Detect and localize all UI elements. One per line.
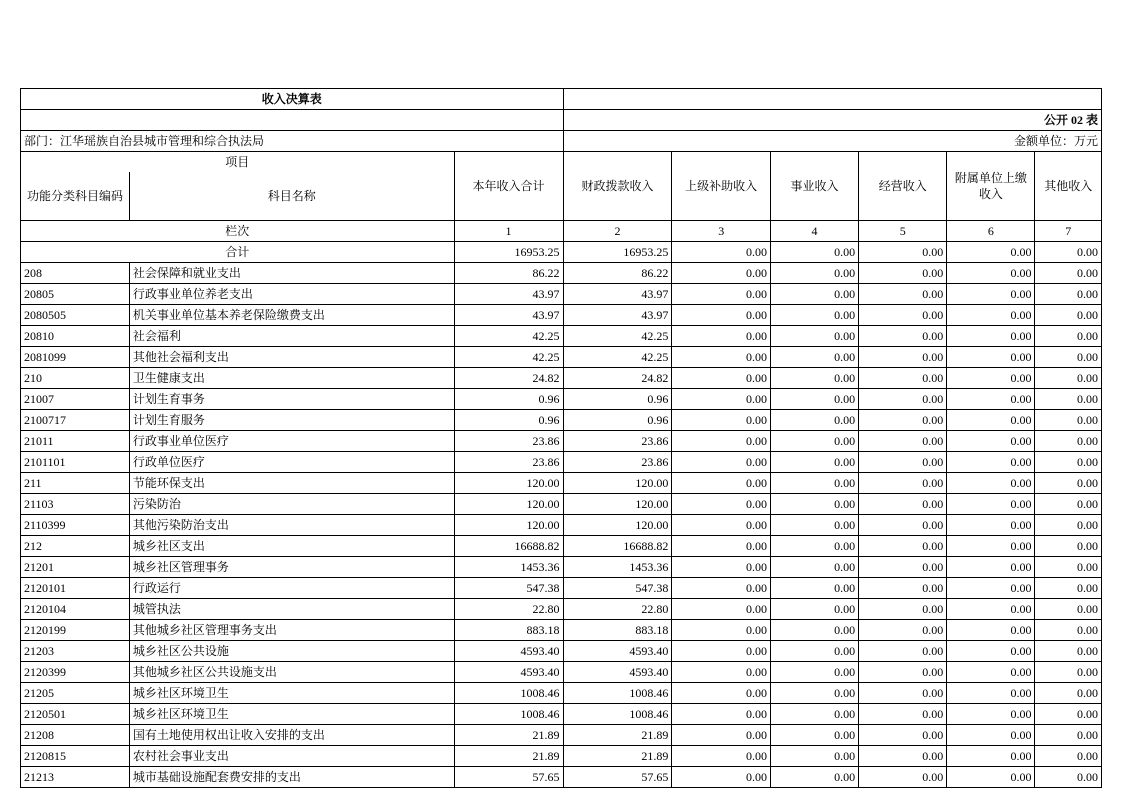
- row-value-6: 0.00: [947, 641, 1035, 662]
- row-value-6: 0.00: [947, 767, 1035, 788]
- row-value-7: 0.00: [1035, 683, 1102, 704]
- row-value-6: 0.00: [947, 599, 1035, 620]
- row-value-3: 0.00: [672, 368, 771, 389]
- row-value-1: 4593.40: [454, 641, 563, 662]
- row-name: 城乡社区环境卫生: [129, 683, 454, 704]
- row-code: 21103: [21, 494, 130, 515]
- row-value-3: 0.00: [672, 599, 771, 620]
- table-row: [21, 725, 1102, 746]
- total-value-5: 0.00: [859, 242, 947, 263]
- row-value-6: 0.00: [947, 263, 1035, 284]
- total-value-4: 0.00: [770, 242, 858, 263]
- row-value-4: 0.00: [770, 284, 858, 305]
- row-name: 机关事业单位基本养老保险缴费支出: [129, 305, 454, 326]
- row-name: 节能环保支出: [129, 473, 454, 494]
- public-form-no: 公开 02 表: [563, 110, 1101, 131]
- row-value-1: 42.25: [454, 347, 563, 368]
- table-row: [21, 494, 1102, 515]
- row-value-2: 4593.40: [563, 641, 672, 662]
- row-value-7: 0.00: [1035, 431, 1102, 452]
- row-name: 城管执法: [129, 599, 454, 620]
- row-value-3: 0.00: [672, 578, 771, 599]
- row-code: 21203: [21, 641, 130, 662]
- row-value-6: 0.00: [947, 326, 1035, 347]
- table-row: [21, 620, 1102, 641]
- row-value-3: 0.00: [672, 389, 771, 410]
- row-value-6: 0.00: [947, 347, 1035, 368]
- row-value-1: 43.97: [454, 284, 563, 305]
- row-name: 社会保障和就业支出: [129, 263, 454, 284]
- row-value-6: 0.00: [947, 578, 1035, 599]
- row-value-4: 0.00: [770, 620, 858, 641]
- row-value-7: 0.00: [1035, 263, 1102, 284]
- row-value-7: 0.00: [1035, 452, 1102, 473]
- row-value-4: 0.00: [770, 641, 858, 662]
- row-value-2: 21.89: [563, 725, 672, 746]
- row-value-4: 0.00: [770, 494, 858, 515]
- row-value-3: 0.00: [672, 494, 771, 515]
- row-name: 计划生育服务: [129, 410, 454, 431]
- public-form-spacer: [21, 110, 564, 131]
- row-value-2: 42.25: [563, 347, 672, 368]
- row-name: 城乡社区管理事务: [129, 557, 454, 578]
- row-value-4: 0.00: [770, 704, 858, 725]
- row-value-5: 0.00: [859, 767, 947, 788]
- row-code: 21208: [21, 725, 130, 746]
- row-value-7: 0.00: [1035, 620, 1102, 641]
- department-label: 部门：江华瑶族自治县城市管理和综合执法局: [21, 131, 564, 152]
- row-name: 农村社会事业支出: [129, 746, 454, 767]
- row-value-2: 883.18: [563, 620, 672, 641]
- row-value-5: 0.00: [859, 662, 947, 683]
- header-col-1: 本年收入合计: [454, 152, 563, 221]
- row-value-7: 0.00: [1035, 368, 1102, 389]
- row-value-7: 0.00: [1035, 473, 1102, 494]
- header-col-5: 经营收入: [859, 152, 947, 221]
- row-value-6: 0.00: [947, 620, 1035, 641]
- row-value-3: 0.00: [672, 683, 771, 704]
- row-value-4: 0.00: [770, 725, 858, 746]
- table-row: [21, 263, 1102, 284]
- row-value-1: 120.00: [454, 494, 563, 515]
- row-value-1: 883.18: [454, 620, 563, 641]
- row-value-5: 0.00: [859, 263, 947, 284]
- row-value-7: 0.00: [1035, 557, 1102, 578]
- row-name: 社会福利: [129, 326, 454, 347]
- total-value-2: 16953.25: [563, 242, 672, 263]
- row-value-1: 0.96: [454, 410, 563, 431]
- total-value-1: 16953.25: [454, 242, 563, 263]
- table-row: [21, 599, 1102, 620]
- row-value-6: 0.00: [947, 473, 1035, 494]
- column-index-5: 5: [859, 221, 947, 242]
- table-row: [21, 662, 1102, 683]
- row-name: 行政事业单位医疗: [129, 431, 454, 452]
- column-index-6: 6: [947, 221, 1035, 242]
- row-value-7: 0.00: [1035, 347, 1102, 368]
- row-value-1: 16688.82: [454, 536, 563, 557]
- row-code: 2100717: [21, 410, 130, 431]
- table-row: [21, 557, 1102, 578]
- row-value-4: 0.00: [770, 536, 858, 557]
- table-row: [21, 473, 1102, 494]
- row-value-5: 0.00: [859, 599, 947, 620]
- row-value-3: 0.00: [672, 662, 771, 683]
- row-value-1: 120.00: [454, 473, 563, 494]
- row-value-5: 0.00: [859, 578, 947, 599]
- row-value-4: 0.00: [770, 683, 858, 704]
- row-value-4: 0.00: [770, 347, 858, 368]
- table-row: [21, 347, 1102, 368]
- table-row: [21, 431, 1102, 452]
- row-value-7: 0.00: [1035, 326, 1102, 347]
- row-value-3: 0.00: [672, 767, 771, 788]
- row-value-6: 0.00: [947, 704, 1035, 725]
- row-value-4: 0.00: [770, 473, 858, 494]
- row-value-3: 0.00: [672, 473, 771, 494]
- row-value-2: 86.22: [563, 263, 672, 284]
- header-col-6: 附属单位上缴收入: [947, 152, 1035, 221]
- table-row: [21, 368, 1102, 389]
- row-value-1: 43.97: [454, 305, 563, 326]
- row-value-6: 0.00: [947, 662, 1035, 683]
- row-value-6: 0.00: [947, 305, 1035, 326]
- title-spacer: [563, 89, 1101, 110]
- row-value-2: 23.86: [563, 452, 672, 473]
- row-value-3: 0.00: [672, 452, 771, 473]
- page-title: 收入决算表: [21, 89, 564, 110]
- amount-unit-label: 金额单位：万元: [563, 131, 1101, 152]
- row-value-1: 21.89: [454, 725, 563, 746]
- row-value-6: 0.00: [947, 494, 1035, 515]
- row-name: 其他城乡社区管理事务支出: [129, 620, 454, 641]
- row-value-5: 0.00: [859, 704, 947, 725]
- row-value-3: 0.00: [672, 536, 771, 557]
- row-value-2: 22.80: [563, 599, 672, 620]
- row-code: 21011: [21, 431, 130, 452]
- row-value-7: 0.00: [1035, 389, 1102, 410]
- row-value-1: 0.96: [454, 389, 563, 410]
- row-value-7: 0.00: [1035, 599, 1102, 620]
- row-value-3: 0.00: [672, 326, 771, 347]
- row-code: 211: [21, 473, 130, 494]
- row-value-2: 1453.36: [563, 557, 672, 578]
- row-value-3: 0.00: [672, 284, 771, 305]
- row-value-6: 0.00: [947, 284, 1035, 305]
- header-col-2: 财政拨款收入: [563, 152, 672, 221]
- row-value-2: 16688.82: [563, 536, 672, 557]
- row-code: 21007: [21, 389, 130, 410]
- row-code: 2120501: [21, 704, 130, 725]
- row-value-7: 0.00: [1035, 746, 1102, 767]
- row-name: 国有土地使用权出让收入安排的支出: [129, 725, 454, 746]
- row-value-6: 0.00: [947, 452, 1035, 473]
- row-code: 212: [21, 536, 130, 557]
- row-value-1: 1008.46: [454, 704, 563, 725]
- column-index-3: 3: [672, 221, 771, 242]
- row-name: 其他社会福利支出: [129, 347, 454, 368]
- row-value-3: 0.00: [672, 641, 771, 662]
- header-group-row: [21, 152, 1102, 173]
- row-value-4: 0.00: [770, 452, 858, 473]
- row-value-1: 547.38: [454, 578, 563, 599]
- row-value-4: 0.00: [770, 326, 858, 347]
- row-code: 2080505: [21, 305, 130, 326]
- row-value-3: 0.00: [672, 746, 771, 767]
- row-value-6: 0.00: [947, 683, 1035, 704]
- row-code: 2101101: [21, 452, 130, 473]
- table-row: [21, 410, 1102, 431]
- row-code: 2110399: [21, 515, 130, 536]
- row-name: 污染防治: [129, 494, 454, 515]
- row-value-2: 120.00: [563, 494, 672, 515]
- table-row: [21, 515, 1102, 536]
- row-value-7: 0.00: [1035, 578, 1102, 599]
- row-value-4: 0.00: [770, 263, 858, 284]
- row-value-3: 0.00: [672, 263, 771, 284]
- row-value-1: 4593.40: [454, 662, 563, 683]
- row-value-5: 0.00: [859, 620, 947, 641]
- table-row: [21, 284, 1102, 305]
- row-value-6: 0.00: [947, 557, 1035, 578]
- row-value-7: 0.00: [1035, 662, 1102, 683]
- row-name: 行政运行: [129, 578, 454, 599]
- row-value-5: 0.00: [859, 431, 947, 452]
- row-value-5: 0.00: [859, 536, 947, 557]
- table-row: [21, 305, 1102, 326]
- row-value-7: 0.00: [1035, 284, 1102, 305]
- row-code: 2081099: [21, 347, 130, 368]
- column-index-2: 2: [563, 221, 672, 242]
- total-label: 合计: [21, 242, 455, 263]
- row-value-3: 0.00: [672, 704, 771, 725]
- row-value-5: 0.00: [859, 284, 947, 305]
- row-code: 2120199: [21, 620, 130, 641]
- row-value-4: 0.00: [770, 557, 858, 578]
- row-value-7: 0.00: [1035, 536, 1102, 557]
- table-row: [21, 746, 1102, 767]
- row-value-2: 23.86: [563, 431, 672, 452]
- row-value-5: 0.00: [859, 494, 947, 515]
- row-value-4: 0.00: [770, 410, 858, 431]
- header-col-4: 事业收入: [770, 152, 858, 221]
- row-value-1: 1008.46: [454, 683, 563, 704]
- row-code: 2120101: [21, 578, 130, 599]
- total-value-6: 0.00: [947, 242, 1035, 263]
- row-name: 行政事业单位养老支出: [129, 284, 454, 305]
- row-value-2: 1008.46: [563, 683, 672, 704]
- row-value-7: 0.00: [1035, 305, 1102, 326]
- row-value-2: 1008.46: [563, 704, 672, 725]
- income-final-accounts-sheet: [20, 88, 1102, 788]
- row-value-2: 57.65: [563, 767, 672, 788]
- row-value-1: 86.22: [454, 263, 563, 284]
- header-col-7: 其他收入: [1035, 152, 1102, 221]
- row-value-1: 120.00: [454, 515, 563, 536]
- header-col-3: 上级补助收入: [672, 152, 771, 221]
- row-value-6: 0.00: [947, 431, 1035, 452]
- row-value-3: 0.00: [672, 725, 771, 746]
- title-row: [21, 89, 1102, 110]
- total-row: [21, 242, 1102, 263]
- row-value-5: 0.00: [859, 557, 947, 578]
- row-value-3: 0.00: [672, 347, 771, 368]
- row-value-5: 0.00: [859, 746, 947, 767]
- row-value-4: 0.00: [770, 578, 858, 599]
- row-value-5: 0.00: [859, 452, 947, 473]
- row-value-4: 0.00: [770, 599, 858, 620]
- row-code: 208: [21, 263, 130, 284]
- row-value-5: 0.00: [859, 347, 947, 368]
- table-row: [21, 767, 1102, 788]
- row-value-7: 0.00: [1035, 704, 1102, 725]
- row-code: 20805: [21, 284, 130, 305]
- row-value-4: 0.00: [770, 767, 858, 788]
- row-value-2: 547.38: [563, 578, 672, 599]
- row-value-5: 0.00: [859, 515, 947, 536]
- row-code: 20810: [21, 326, 130, 347]
- row-value-3: 0.00: [672, 557, 771, 578]
- row-code: 2120399: [21, 662, 130, 683]
- row-code: 210: [21, 368, 130, 389]
- row-value-5: 0.00: [859, 410, 947, 431]
- row-value-3: 0.00: [672, 515, 771, 536]
- total-value-3: 0.00: [672, 242, 771, 263]
- row-code: 2120104: [21, 599, 130, 620]
- header-code: 功能分类科目编码: [21, 172, 130, 221]
- row-code: 21205: [21, 683, 130, 704]
- row-value-7: 0.00: [1035, 641, 1102, 662]
- row-name: 城乡社区公共设施: [129, 641, 454, 662]
- row-value-5: 0.00: [859, 305, 947, 326]
- row-name: 城乡社区支出: [129, 536, 454, 557]
- row-code: 2120815: [21, 746, 130, 767]
- row-code: 21201: [21, 557, 130, 578]
- row-value-6: 0.00: [947, 746, 1035, 767]
- row-value-7: 0.00: [1035, 410, 1102, 431]
- table-row: [21, 641, 1102, 662]
- row-value-1: 1453.36: [454, 557, 563, 578]
- row-value-1: 57.65: [454, 767, 563, 788]
- row-value-2: 0.96: [563, 410, 672, 431]
- row-value-6: 0.00: [947, 410, 1035, 431]
- table-row: [21, 536, 1102, 557]
- row-value-2: 42.25: [563, 326, 672, 347]
- row-value-1: 24.82: [454, 368, 563, 389]
- total-value-7: 0.00: [1035, 242, 1102, 263]
- row-value-2: 43.97: [563, 284, 672, 305]
- income-table: [20, 88, 1102, 788]
- row-value-6: 0.00: [947, 368, 1035, 389]
- row-name: 其他城乡社区公共设施支出: [129, 662, 454, 683]
- row-value-5: 0.00: [859, 725, 947, 746]
- row-value-1: 23.86: [454, 452, 563, 473]
- row-value-5: 0.00: [859, 368, 947, 389]
- table-row: [21, 326, 1102, 347]
- row-name: 卫生健康支出: [129, 368, 454, 389]
- row-value-7: 0.00: [1035, 515, 1102, 536]
- row-value-7: 0.00: [1035, 767, 1102, 788]
- row-code: 21213: [21, 767, 130, 788]
- row-value-4: 0.00: [770, 305, 858, 326]
- row-value-6: 0.00: [947, 536, 1035, 557]
- column-index-7: 7: [1035, 221, 1102, 242]
- table-row: [21, 578, 1102, 599]
- row-value-5: 0.00: [859, 641, 947, 662]
- row-value-5: 0.00: [859, 473, 947, 494]
- row-value-2: 4593.40: [563, 662, 672, 683]
- row-value-1: 23.86: [454, 431, 563, 452]
- row-value-4: 0.00: [770, 662, 858, 683]
- row-value-2: 21.89: [563, 746, 672, 767]
- row-value-1: 21.89: [454, 746, 563, 767]
- department-row: [21, 131, 1102, 152]
- row-value-1: 22.80: [454, 599, 563, 620]
- row-value-4: 0.00: [770, 431, 858, 452]
- column-index-label: 栏次: [21, 221, 455, 242]
- row-value-2: 0.96: [563, 389, 672, 410]
- column-index-1: 1: [454, 221, 563, 242]
- row-value-6: 0.00: [947, 515, 1035, 536]
- row-value-5: 0.00: [859, 389, 947, 410]
- table-row: [21, 683, 1102, 704]
- row-value-3: 0.00: [672, 410, 771, 431]
- row-value-7: 0.00: [1035, 725, 1102, 746]
- row-value-2: 120.00: [563, 515, 672, 536]
- row-value-3: 0.00: [672, 305, 771, 326]
- row-value-5: 0.00: [859, 326, 947, 347]
- row-value-3: 0.00: [672, 620, 771, 641]
- row-value-1: 42.25: [454, 326, 563, 347]
- table-row: [21, 704, 1102, 725]
- row-value-4: 0.00: [770, 746, 858, 767]
- table-row: [21, 389, 1102, 410]
- row-value-4: 0.00: [770, 368, 858, 389]
- row-name: 行政单位医疗: [129, 452, 454, 473]
- row-value-6: 0.00: [947, 389, 1035, 410]
- row-value-3: 0.00: [672, 431, 771, 452]
- row-value-5: 0.00: [859, 683, 947, 704]
- column-index-row: [21, 221, 1102, 242]
- project-group-header: 项目: [21, 152, 455, 173]
- row-name: 城乡社区环境卫生: [129, 704, 454, 725]
- column-index-4: 4: [770, 221, 858, 242]
- row-name: 城市基础设施配套费安排的支出: [129, 767, 454, 788]
- row-name: 其他污染防治支出: [129, 515, 454, 536]
- row-value-2: 120.00: [563, 473, 672, 494]
- table-row: [21, 452, 1102, 473]
- row-value-6: 0.00: [947, 725, 1035, 746]
- row-value-2: 24.82: [563, 368, 672, 389]
- header-name: 科目名称: [129, 172, 454, 221]
- row-value-4: 0.00: [770, 515, 858, 536]
- row-value-7: 0.00: [1035, 494, 1102, 515]
- public-form-row: [21, 110, 1102, 131]
- row-value-4: 0.00: [770, 389, 858, 410]
- row-name: 计划生育事务: [129, 389, 454, 410]
- row-value-2: 43.97: [563, 305, 672, 326]
